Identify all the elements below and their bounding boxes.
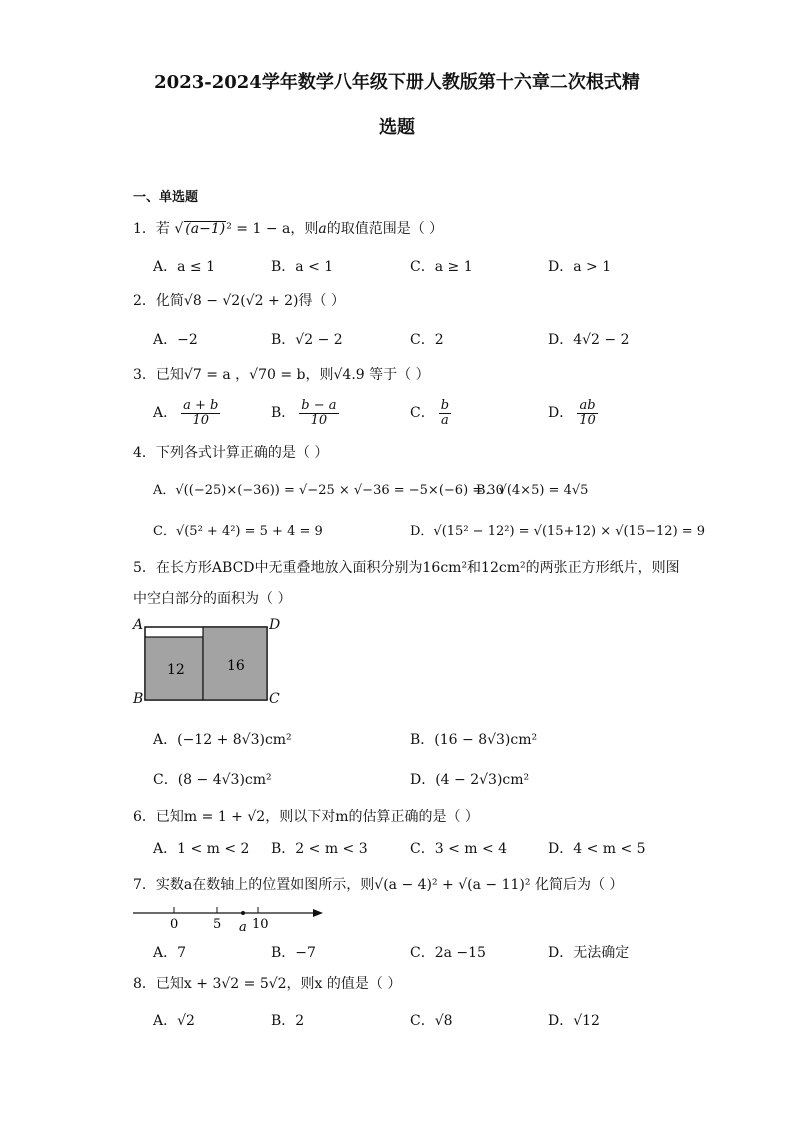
q3-a-num: a + b bbox=[183, 398, 219, 413]
q5-option-d: D．(4 − 2√3)cm² bbox=[410, 772, 530, 788]
q3-d-num: ab bbox=[577, 399, 598, 414]
title-line-2: 选题 bbox=[379, 117, 415, 138]
q3-b-num: b − a bbox=[301, 398, 337, 413]
q7-option-b: B．−7 bbox=[271, 945, 316, 961]
q3-c-den: a bbox=[441, 412, 449, 428]
q3-option-a bbox=[153, 399, 220, 427]
point-a bbox=[241, 911, 245, 915]
q2-number: 2． bbox=[133, 293, 156, 309]
tick-label-0: 0 bbox=[170, 917, 179, 932]
q3-a-fraction bbox=[181, 399, 220, 427]
q3-stem: 已知√7 = a ，√70 = b，则√4.9 等于（ ） bbox=[155, 367, 430, 383]
q1-option-a: A．a ≤ 1 bbox=[153, 259, 215, 275]
q2-stem: 化简√8 − √2(√2 + 2)得（ ） bbox=[155, 293, 345, 309]
q4-stem: 下列各式计算正确的是（ ） bbox=[155, 445, 329, 461]
q6-option-b: B．2 < m < 3 bbox=[271, 841, 368, 857]
q3-option-c bbox=[410, 399, 451, 427]
q7-option-c: C．2a −15 bbox=[410, 945, 486, 961]
q8-option-c: C．√8 bbox=[410, 1013, 453, 1029]
q1-option-c: C．a ≥ 1 bbox=[410, 259, 473, 275]
q6-number: 6． bbox=[133, 809, 156, 825]
question-2 bbox=[133, 290, 345, 310]
number-line-svg bbox=[133, 903, 333, 935]
question-1 bbox=[133, 218, 443, 238]
q8-option-b: B．2 bbox=[271, 1013, 305, 1029]
question-3 bbox=[133, 364, 430, 384]
q4-number: 4． bbox=[133, 445, 156, 461]
q3-d-den: 10 bbox=[579, 412, 596, 428]
q8-option-a: A．√2 bbox=[153, 1013, 195, 1029]
title-line-1: 2023-2024学年数学八年级下册人教版第十六章二次根式精 bbox=[154, 72, 640, 93]
question-8 bbox=[133, 973, 401, 993]
q1-radical: √ (a−1) bbox=[174, 221, 226, 237]
q3-d-fraction bbox=[577, 399, 598, 427]
q1-radicand: (a−1) bbox=[185, 221, 226, 237]
tick-label-5: 5 bbox=[213, 917, 222, 932]
q3-option-d bbox=[548, 399, 598, 427]
q3-b-fraction bbox=[299, 399, 338, 427]
tick-label-10: 10 bbox=[252, 917, 269, 932]
q3-c-label: C． bbox=[410, 405, 435, 422]
q3-c-num: b bbox=[440, 398, 450, 413]
q3-option-b bbox=[271, 399, 339, 427]
q6-option-a: A．1 < m < 2 bbox=[153, 841, 250, 857]
q2-option-a: A．−2 bbox=[153, 332, 198, 348]
q7-stem: 实数a在数轴上的位置如图所示，则√(a − 4)² + √(a − 11)² 化简后为（ ） bbox=[155, 877, 624, 893]
q3-b-label: B． bbox=[271, 405, 296, 422]
q6-option-c: C．3 < m < 4 bbox=[410, 841, 508, 857]
q3-c-fraction bbox=[439, 399, 451, 427]
q2-option-c: C．2 bbox=[410, 332, 444, 348]
q3-a-label: A． bbox=[153, 405, 178, 422]
q3-d-label: D． bbox=[548, 405, 574, 422]
question-5-line-1 bbox=[133, 557, 680, 577]
q1-var: a bbox=[318, 221, 327, 237]
question-5-line-2: 中空白部分的面积为（ ） bbox=[133, 591, 292, 607]
point-label-a: a bbox=[239, 920, 247, 935]
vertex-d: D bbox=[269, 617, 281, 633]
q6-stem: 已知m = 1 + √2，则以下对m的估算正确的是（ ） bbox=[155, 809, 479, 825]
q2-option-d: D．4√2 − 2 bbox=[548, 332, 630, 348]
q7-option-d: D．无法确定 bbox=[548, 945, 630, 961]
q5-stem-a: 在长方形ABCD中无重叠地放入面积分别为16cm²和12cm²的两张正方形纸片，则图 bbox=[155, 560, 680, 576]
rectangle-figure bbox=[133, 617, 293, 709]
vertex-c: C bbox=[269, 691, 280, 707]
q4-option-b: B．√(4×5) = 4√5 bbox=[476, 483, 589, 498]
q7-option-a: A．7 bbox=[153, 945, 187, 961]
q4-option-a: A．√((−25)×(−36)) = √−25 × √−36 = −5×(−6) = 30 bbox=[153, 483, 504, 498]
q8-stem: 已知x + 3√2 = 5√2，则x 的值是（ ） bbox=[155, 976, 402, 992]
q1-number: 1． bbox=[133, 221, 156, 237]
label-12: 12 bbox=[167, 662, 185, 678]
q5-option-a: A．(−12 + 8√3)cm² bbox=[153, 732, 292, 748]
q4-option-c: C．√(5² + 4²) = 5 + 4 = 9 bbox=[153, 524, 323, 539]
q8-option-d: D．√12 bbox=[548, 1013, 600, 1029]
q1-stem-e: 的取值范围是（ ） bbox=[326, 221, 444, 237]
q5-number: 5． bbox=[133, 560, 156, 576]
q7-number: 7． bbox=[133, 877, 156, 893]
q3-number: 3． bbox=[133, 367, 156, 383]
q1-stem-c: ² = 1 − a，则 bbox=[226, 221, 319, 237]
q2-option-b: B．√2 − 2 bbox=[271, 332, 343, 348]
q3-a-den: 10 bbox=[192, 412, 210, 428]
label-16: 16 bbox=[227, 658, 245, 674]
q5-option-c: C．(8 − 4√3)cm² bbox=[153, 772, 272, 788]
q3-b-den: 10 bbox=[310, 412, 328, 428]
question-4 bbox=[133, 442, 328, 462]
q4-option-d: D．√(15² − 12²) = √(15+12) × √(15−12) = 9 bbox=[410, 524, 706, 539]
q1-option-b: B．a < 1 bbox=[271, 259, 334, 275]
question-6 bbox=[133, 806, 479, 826]
q8-number: 8． bbox=[133, 976, 156, 992]
vertex-b: B bbox=[133, 691, 144, 707]
q6-option-d: D．4 < m < 5 bbox=[548, 841, 646, 857]
question-7 bbox=[133, 874, 623, 894]
q5-option-b: B．(16 − 8√3)cm² bbox=[410, 732, 538, 748]
vertex-a: A bbox=[133, 617, 144, 633]
q1-option-d: D．a > 1 bbox=[548, 259, 612, 275]
section-heading: 一、单选题 bbox=[133, 190, 199, 205]
q1-stem-a: 若 bbox=[155, 221, 170, 237]
number-line-arrow bbox=[313, 909, 323, 917]
number-line bbox=[133, 903, 333, 939]
